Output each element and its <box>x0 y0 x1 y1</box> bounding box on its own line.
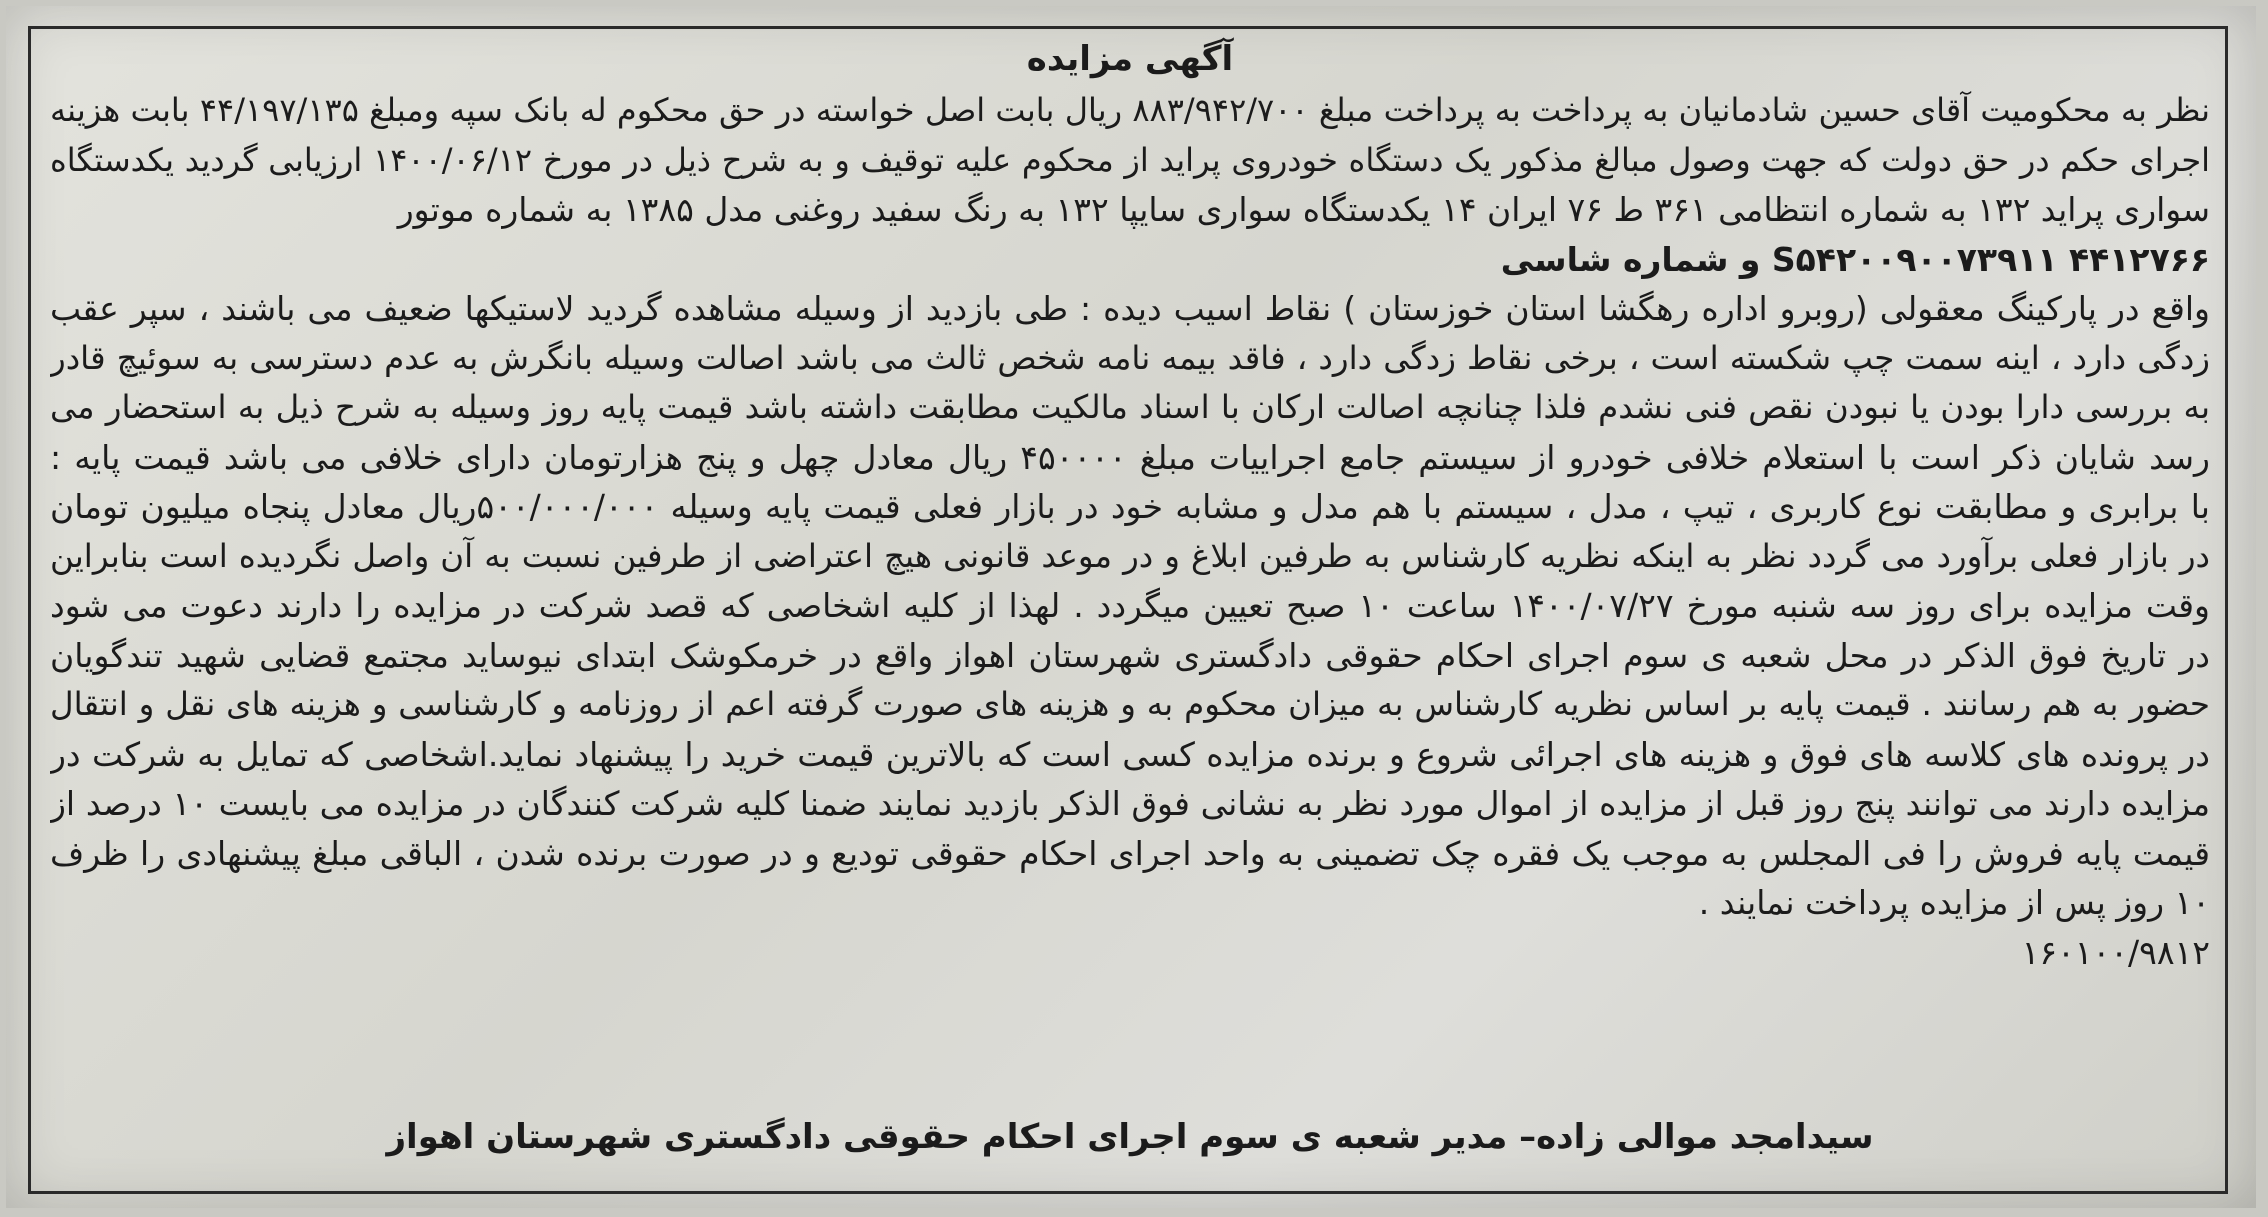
notice-line-13: حضور به هم رسانند . قیمت پایه بر اساس نظریه کارشناس به میزان محکوم به و هزینه های صورت گرفته اعم از روزنامه و کارشناسی و هزینه های نقل و انتقال <box>50 685 2210 723</box>
auction-notice <box>50 32 2210 1192</box>
notice-line-6: زدگی دارد ، اینه سمت چپ شکسته است ، برخی نقاط زدگی دارد ، فاقد بیمه نامه شخص ثالث می باشد اصالت وسیله بانگرش به عدم دسترسی به سوئیچ قادر <box>50 338 2210 377</box>
notice-line-11: وقت مزایده برای روز سه شنبه مورخ ۱۴۰۰/۰۷/۲۷ ساعت ۱۰ صبح تعیین میگردد . لهذا از کلیه اشخاصی که قصد شرکت در مزایده را دارند دعوت می شود <box>50 586 2210 625</box>
notice-signature: سیدامجد موالی زاده– مدیر شعبه ی سوم اجرای احکام حقوقی دادگستری شهرستان اهواز <box>386 1117 1874 1157</box>
notice-reference-number: ۱۶۰۱۰۰/۹۸۱۲ <box>2021 932 2210 972</box>
notice-line-7: به بررسی دارا بودن یا نبودن نقص فنی نشدم فلذا چنانچه اصالت ارکان با اسناد مالکیت مطابقت داشته باشد قیمت پایه روز وسیله به شرح ذیل به استحضار می <box>50 388 2210 426</box>
notice-line-1: نظر به محکومیت آقای حسین شادمانیان به پرداخت به پرداخت مبلغ ۸۸۳/۹۴۲/۷۰۰ ریال بابت اصل خواسته در حق محکوم له بانک سپه ومبلغ ۴۴/۱۹۷/۱۳۵ بابت هزینه <box>50 91 2210 129</box>
notice-line-12: در تاریخ فوق الذکر در محل شعبه ی سوم اجرای احکام حقوقی دادگستری شهرستان اهواز واقع در خرمکوشک ابتدای نیوساید مجتمع قضایی شهید تندگویان <box>50 635 2210 675</box>
notice-line-16: قیمت پایه فروش را فی المجلس به موجب یک فقره چک تضمینی به واحد اجرای احکام حقوقی تودیع و در صورت برنده شدن ، الباقی مبلغ پیشنهادی را ظرف <box>50 833 2210 873</box>
notice-line-4: ۴۴۱۲۷۶۶ S۵۴۲۰۰۹۰۰۷۳۹۱۱ و شماره شاسی <box>1500 239 2210 279</box>
notice-line-17: ۱۰ روز پس از مزایده پرداخت نمایند . <box>1698 883 2210 922</box>
notice-line-8: رسد شایان ذکر است با استعلام خلافی خودرو از سیستم جامع اجراییات مبلغ ۴۵۰۰۰۰ ریال معادل چهل و پنج هزارتومان دارای خلافی می باشد قیمت پایه : <box>50 437 2210 477</box>
notice-line-10: در بازار فعلی برآورد می گردد نظر به اینکه نظریه کارشناس به طرفین ابلاغ و در موعد قانونی هیچ اعتراضی از طرفین نسبت به آن واصل نگردیده است بنابراین <box>50 536 2210 575</box>
notice-line-14: در پرونده های کلاسه های فوق و هزینه های اجرائی شروع و برنده مزایده کسی است که بالاترین قیمت خرید را پیشنهاد نماید.اشخاصی که تمایل به شرکت در <box>50 734 2210 774</box>
notice-body <box>50 86 2210 977</box>
notice-line-15: مزایده دارند می توانند پنج روز قبل از مزایده از اموال مورد نظر به نشانی فوق الذکر بازدید نمایند ضمنا کلیه شرکت کنندگان در مزایده می بایست ۱۰ درصد از <box>50 784 2210 823</box>
notice-line-9: با برابری و مطابقت نوع کاربری ، تیپ ، مدل ، سیستم با هم مدل و مشابه خود در بازار فعلی قیمت پایه وسیله ۵۰۰/۰۰۰/۰۰۰ریال معادل پنجاه میلیون تومان <box>50 487 2210 526</box>
notice-line-2: اجرای حکم در حق دولت که جهت وصول مبالغ مذکور یک دستگاه خودروی پراید از محکوم علیه توقیف و به شرح ذیل در مورخ ۱۴۰۰/۰۶/۱۲ ارزیابی گردید یکدستگاه <box>50 140 2210 179</box>
notice-title: آگهی مزایده <box>1026 39 1234 79</box>
newspaper-clipping <box>6 6 2256 1208</box>
notice-line-3: سواری پراید ۱۳۲ به شماره انتظامی ۳۶۱ ط ۷۶ ایران ۱۴ یکدستگاه سواری سایپا ۱۳۲ به رنگ سفید روغنی مدل ۱۳۸۵ به شماره موتور <box>397 190 2210 229</box>
notice-line-5: واقع در پارکینگ معقولی (روبرو اداره رهگشا استان خوزستان ) نقاط اسیب دیده : طی بازدید از وسیله مشاهده گردید لاستیکها ضعیف می باشند ، سپر عقب <box>50 289 2210 328</box>
